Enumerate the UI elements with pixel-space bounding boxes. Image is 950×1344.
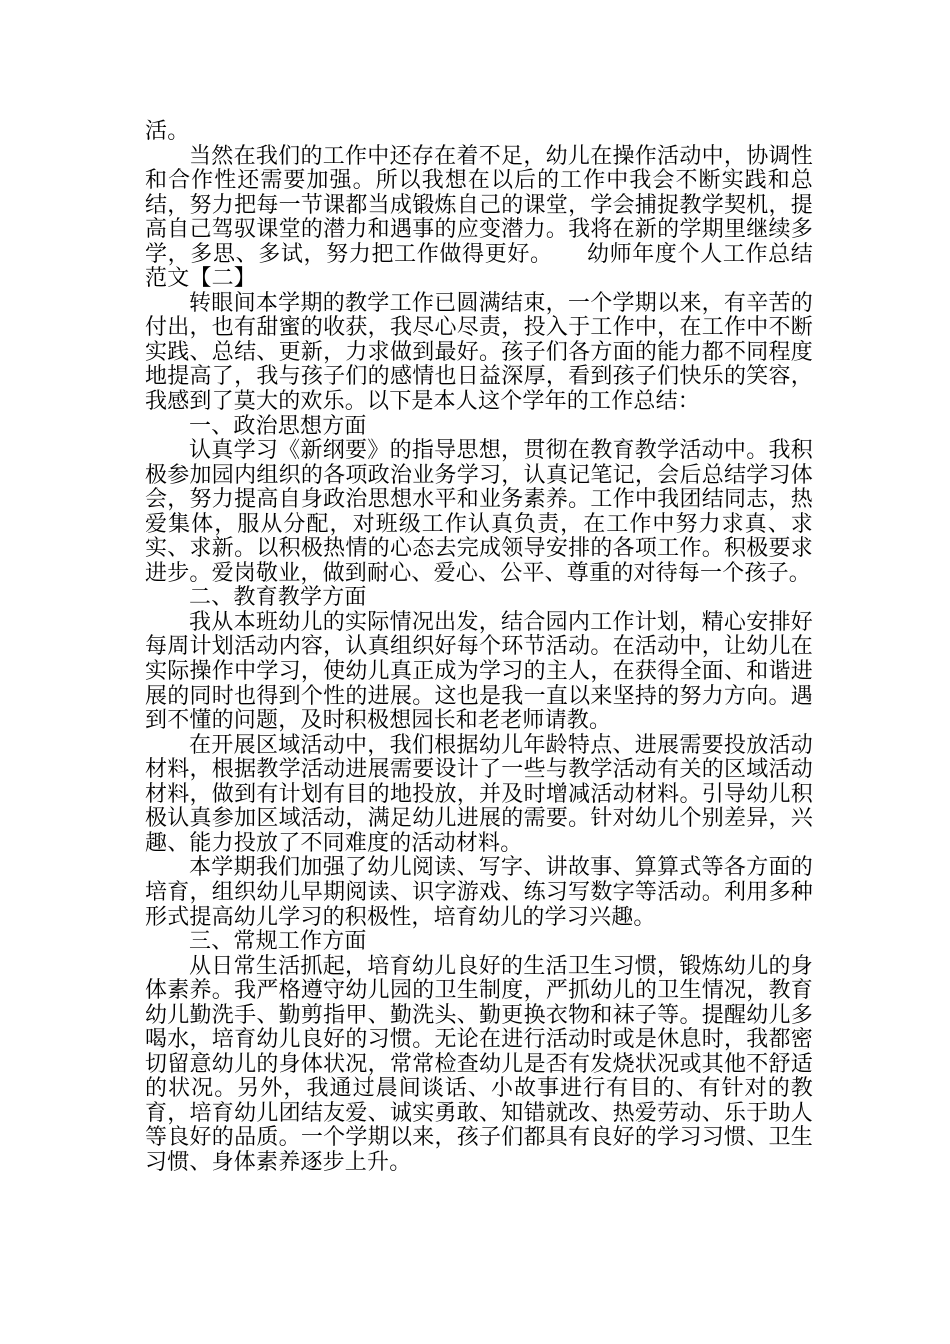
section-heading-routine: 三、常规工作方面: [189, 929, 367, 955]
document-body: [145, 120, 813, 1176]
paragraph-routine: 从日常生活抓起，培育幼儿良好的生活卫生习惯，锻炼幼儿的身体素养。我严格遵守幼儿园的卫生制度，严抓幼儿的卫生情况，教育幼儿勤洗手、勤剪指甲、勤洗头、勤更换衣物和袜子等。提醒幼儿多喝水，培育幼儿良好的习惯。无论在进行活动时或是休息时，我都密切留意幼儿的身体状况，常常检查幼儿是否有发烧状况或其他不舒适的状况。另外，我通过晨间谈话、小故事进行有目的、有针对的教育，培育幼儿团结友爱、诚实勇敢、知错就改、热爱劳动、乐于助人等良好的品质。一个学期以来，孩子们都具有良好的学习习惯、卫生习惯、身体素养逐步上升。: [145, 953, 813, 1175]
paragraph-intro: 转眼间本学期的教学工作已圆满结束，一个学期以来，有辛苦的付出，也有甜蜜的收获，我尽心尽责，投入于工作中，在工作中不断实践、总结、更新，力求做到最好。孩子们各方面的能力都不同程度地提高了，我与孩子们的感情也日益深厚，看到孩子们快乐的笑容，我感到了莫大的欢乐。以下是本人这个学年的工作总结：: [145, 290, 813, 415]
section-heading-teaching: 二、教育教学方面: [189, 585, 367, 611]
section-heading-political: 一、政治思想方面: [189, 413, 367, 439]
paragraph-continuation: 活。: [145, 119, 190, 144]
paragraph-political: 认真学习《新纲要》的指导思想，贯彻在教育教学活动中。我积极参加园内组织的各项政治业务学习，认真记笔记，会后总结学习体会，努力提高自身政治思想水平和业务素养。工作中我团结同志，热爱集体，服从分配，对班级工作认真负责，在工作中努力求真、求实、求新。以积极热情的心态去完成领导安排的各项工作。积极要求进步。爱岗敬业，做到耐心、爱心、公平、尊重的对待每一个孩子。: [145, 438, 813, 586]
paragraph-teaching: 我从本班幼儿的实际情况出发，结合园内工作计划，精心安排好每周计划活动内容，认真组织好每个环节活动。在活动中，让幼儿在实际操作中学习，使幼儿真正成为学习的主人，在获得全面、和谐进展的同时也得到个性的进展。这也是我一直以来坚持的努力方向。遇到不懂的问题，及时积极想园长和老老师请教。: [145, 609, 813, 734]
paragraph-reading-writing: 本学期我们加强了幼儿阅读、写字、讲故事、算算式等各方面的培育，组织幼儿早期阅读、识字游戏、练习写数字等活动。利用多种形式提高幼儿学习的积极性，培育幼儿的学习兴趣。: [145, 855, 813, 930]
paragraph-shortcomings: 当然在我们的工作中还存在着不足，幼儿在操作活动中，协调性和合作性还需要加强。所以我想在以后的工作中我会不断实践和总结，努力把每一节课都当成锻炼自己的课堂，学会捕捉教学契机，提高自己驾驭课堂的潜力和遇事的应变潜力。我将在新的学期里继续多学，多思、多试，努力把工作做得更好。 幼师年度个人工作总结范文【二】: [145, 143, 813, 292]
paragraph-area-activities: 在开展区域活动中，我们根据幼儿年龄特点、进展需要投放活动材料，根据教学活动进展需要设计了一些与教学活动有关的区域活动材料，做到有计划有目的地投放，并及时增减活动材料。引导幼儿积极认真参加区域活动，满足幼儿进展的需要。针对幼儿个别差异，兴趣、能力投放了不同难度的活动材料。: [145, 732, 813, 856]
